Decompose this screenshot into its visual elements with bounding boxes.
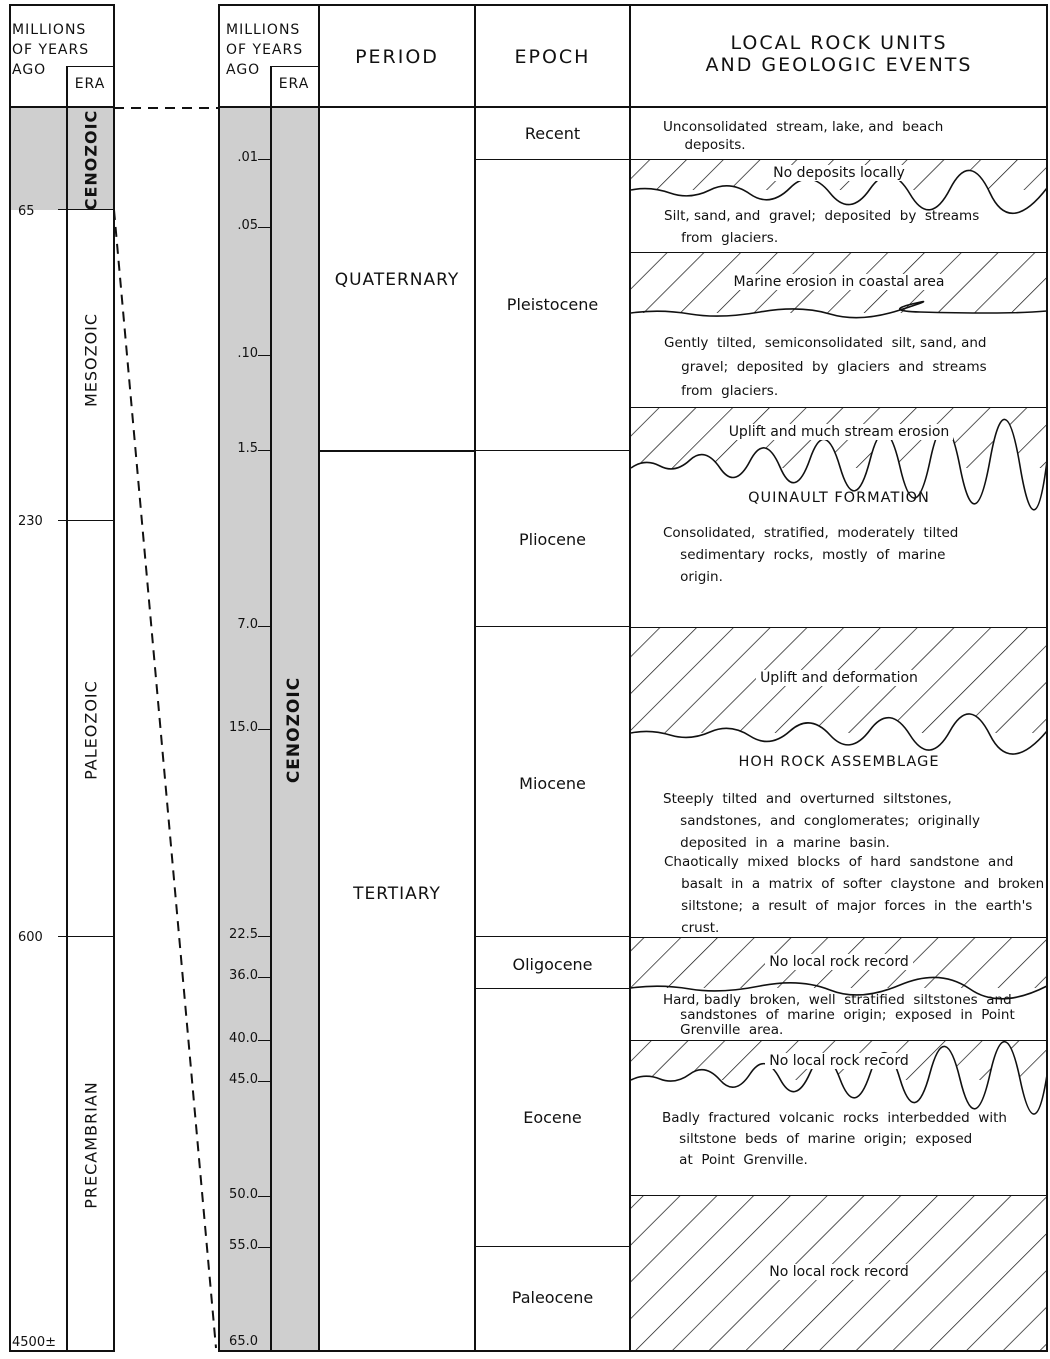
left-boundary-230 [58, 520, 114, 521]
era-header: ERA [278, 76, 310, 92]
unit-uplift-deformation-text: Uplift and deformation [756, 670, 922, 686]
epoch-recent: Recent [524, 124, 581, 143]
left-years-header: MILLIONS OF YEARS AGO [12, 22, 90, 78]
left-era-header-top [66, 66, 114, 67]
col-div-epoch [474, 4, 476, 1350]
tick-mark-05 [258, 227, 270, 228]
unit-gently-text: Gently tilted, semiconsolidated silt, sand, and gravel; deposited by glaciers and streams from glaciers. [664, 335, 987, 399]
tick-mark-22-5 [258, 936, 270, 937]
tick-mark-10 [258, 355, 270, 356]
left-header-bottom [9, 106, 115, 108]
left-era-divider [66, 66, 68, 1350]
period-header: PERIOD [355, 46, 439, 68]
left-tick-4500: 4500± [12, 1335, 56, 1350]
epoch-boundary-recent [474, 159, 630, 160]
unit-uplift-deformation-label [631, 670, 1047, 686]
years-header: MILLIONS OF YEARS AGO [226, 22, 304, 78]
left-tick-600: 600 [18, 930, 43, 945]
epoch-boundary-oligocene [474, 988, 630, 989]
unit-hoh-title: HOH ROCK ASSEMBLAGE [738, 754, 940, 770]
epoch-boundary-pliocene [474, 626, 630, 627]
unit-oligocene-label [631, 954, 1047, 970]
epoch-eocene: Eocene [523, 1108, 582, 1127]
left-era-paleozoic: PALEOZOIC [81, 680, 101, 780]
main-era-cenozoic: CENOZOIC [284, 676, 304, 784]
unit-sep-1 [629, 159, 1047, 160]
period-quaternary: QUATERNARY [334, 270, 460, 290]
unit-sep-3 [629, 407, 1047, 408]
unit-eocene-gap-text: No local rock record [765, 1053, 913, 1069]
tick-mark-1-5 [258, 450, 270, 451]
tick-mark-40 [258, 1040, 270, 1041]
tick-label-10: .10 [237, 346, 258, 361]
col-div-era [270, 66, 272, 1350]
tick-mark-15 [258, 729, 270, 730]
tick-mark-7-0 [258, 626, 270, 627]
tick-label-7-0: 7.0 [237, 617, 258, 632]
unit-quinault-text: Consolidated, stratified, moderately tilted sedimentary rocks, mostly of marine origin. [663, 525, 959, 585]
left-era-mesozoic: MESOZOIC [81, 312, 101, 408]
unit-sep-4 [629, 627, 1047, 628]
unit-sep-6 [629, 1040, 1047, 1041]
left-tick-230: 230 [18, 514, 43, 529]
tick-label-50: 50.0 [229, 1187, 258, 1202]
unit-paleocene-label [631, 1264, 1047, 1280]
unit-sep-2 [629, 252, 1047, 253]
unit-hoh-text-1: Steeply tilted and overturned siltstones, sandstones, and conglomerates; originally deposited in a marine basin. [663, 791, 980, 851]
tick-label-15: 15.0 [229, 720, 258, 735]
tick-label-22-5: 22.5 [229, 927, 258, 942]
tick-mark-55 [258, 1247, 270, 1248]
epoch-boundary-eocene [474, 1246, 630, 1247]
epoch-pliocene: Pliocene [519, 530, 586, 549]
main-header-bottom [218, 106, 1048, 108]
tick-label-55: 55.0 [229, 1238, 258, 1253]
tick-label-65: 65.0 [229, 1334, 258, 1349]
unit-silt-text: Silt, sand, and gravel; deposited by streams from glaciers. [664, 208, 980, 246]
units-header: LOCAL ROCK UNITS AND GEOLOGIC EVENTS [705, 32, 973, 76]
tick-mark-36 [258, 977, 270, 978]
left-tick-65: 65 [18, 204, 35, 219]
unit-eocene-gap-label [631, 1053, 1047, 1069]
epoch-paleocene: Paleocene [511, 1288, 594, 1307]
unit-hoh-text-2: Chaotically mixed blocks of hard sandstone and basalt in a matrix of softer claystone and broken siltstone; a result of major forces in the earth's crust. [664, 854, 1045, 936]
unit-hard-text: Hard, badly broken, well stratified siltstones and sandstones of marine origin; exposed in Point Grenville area. [663, 992, 1015, 1038]
connector-bottom [114, 210, 216, 1348]
tick-mark-50 [258, 1196, 270, 1197]
unit-marine-erosion-label [631, 274, 1047, 290]
col-div-period [318, 4, 320, 1350]
tick-label-36: 36.0 [229, 968, 258, 983]
tick-mark-45 [258, 1081, 270, 1082]
period-boundary [318, 450, 474, 452]
unit-no-deposits-text: No deposits locally [769, 165, 909, 181]
unit-quinault-title: QUINAULT FORMATION [748, 490, 930, 506]
left-boundary-600 [58, 936, 114, 937]
epoch-header: EPOCH [514, 46, 591, 68]
unit-marine-erosion-text: Marine erosion in coastal area [730, 274, 949, 290]
left-era-precambrian: PRECAMBRIAN [81, 1081, 101, 1209]
unit-oligocene-text: No local rock record [765, 954, 913, 970]
period-tertiary: TERTIARY [353, 884, 441, 904]
left-era-header: ERA [74, 76, 106, 92]
epoch-boundary-miocene [474, 936, 630, 937]
unit-uplift-erosion-label [631, 424, 1047, 440]
tick-mark-01 [258, 159, 270, 160]
tick-label-45: 45.0 [229, 1072, 258, 1087]
unit-paleocene-text: No local rock record [765, 1264, 913, 1280]
unit-no-deposits-label [631, 165, 1047, 181]
unit-recent-text: Unconsolidated stream, lake, and beach deposits. [663, 119, 944, 153]
epoch-pleistocene: Pleistocene [506, 295, 599, 314]
tick-label-05: .05 [237, 218, 258, 233]
epoch-boundary-pleistocene [474, 450, 630, 451]
tick-label-01: .01 [237, 150, 258, 165]
epoch-oligocene: Oligocene [512, 955, 593, 974]
unit-uplift-erosion-text: Uplift and much stream erosion [725, 424, 954, 440]
unit-sep-7 [629, 1195, 1047, 1196]
tick-label-1-5: 1.5 [237, 441, 258, 456]
tick-label-40: 40.0 [229, 1031, 258, 1046]
unit-badly-text: Badly fractured volcanic rocks interbedded with siltstone beds of marine origin; exposed at Point Grenville. [662, 1110, 1007, 1168]
left-era-cenozoic: CENOZOIC [81, 109, 101, 211]
epoch-miocene: Miocene [519, 774, 586, 793]
